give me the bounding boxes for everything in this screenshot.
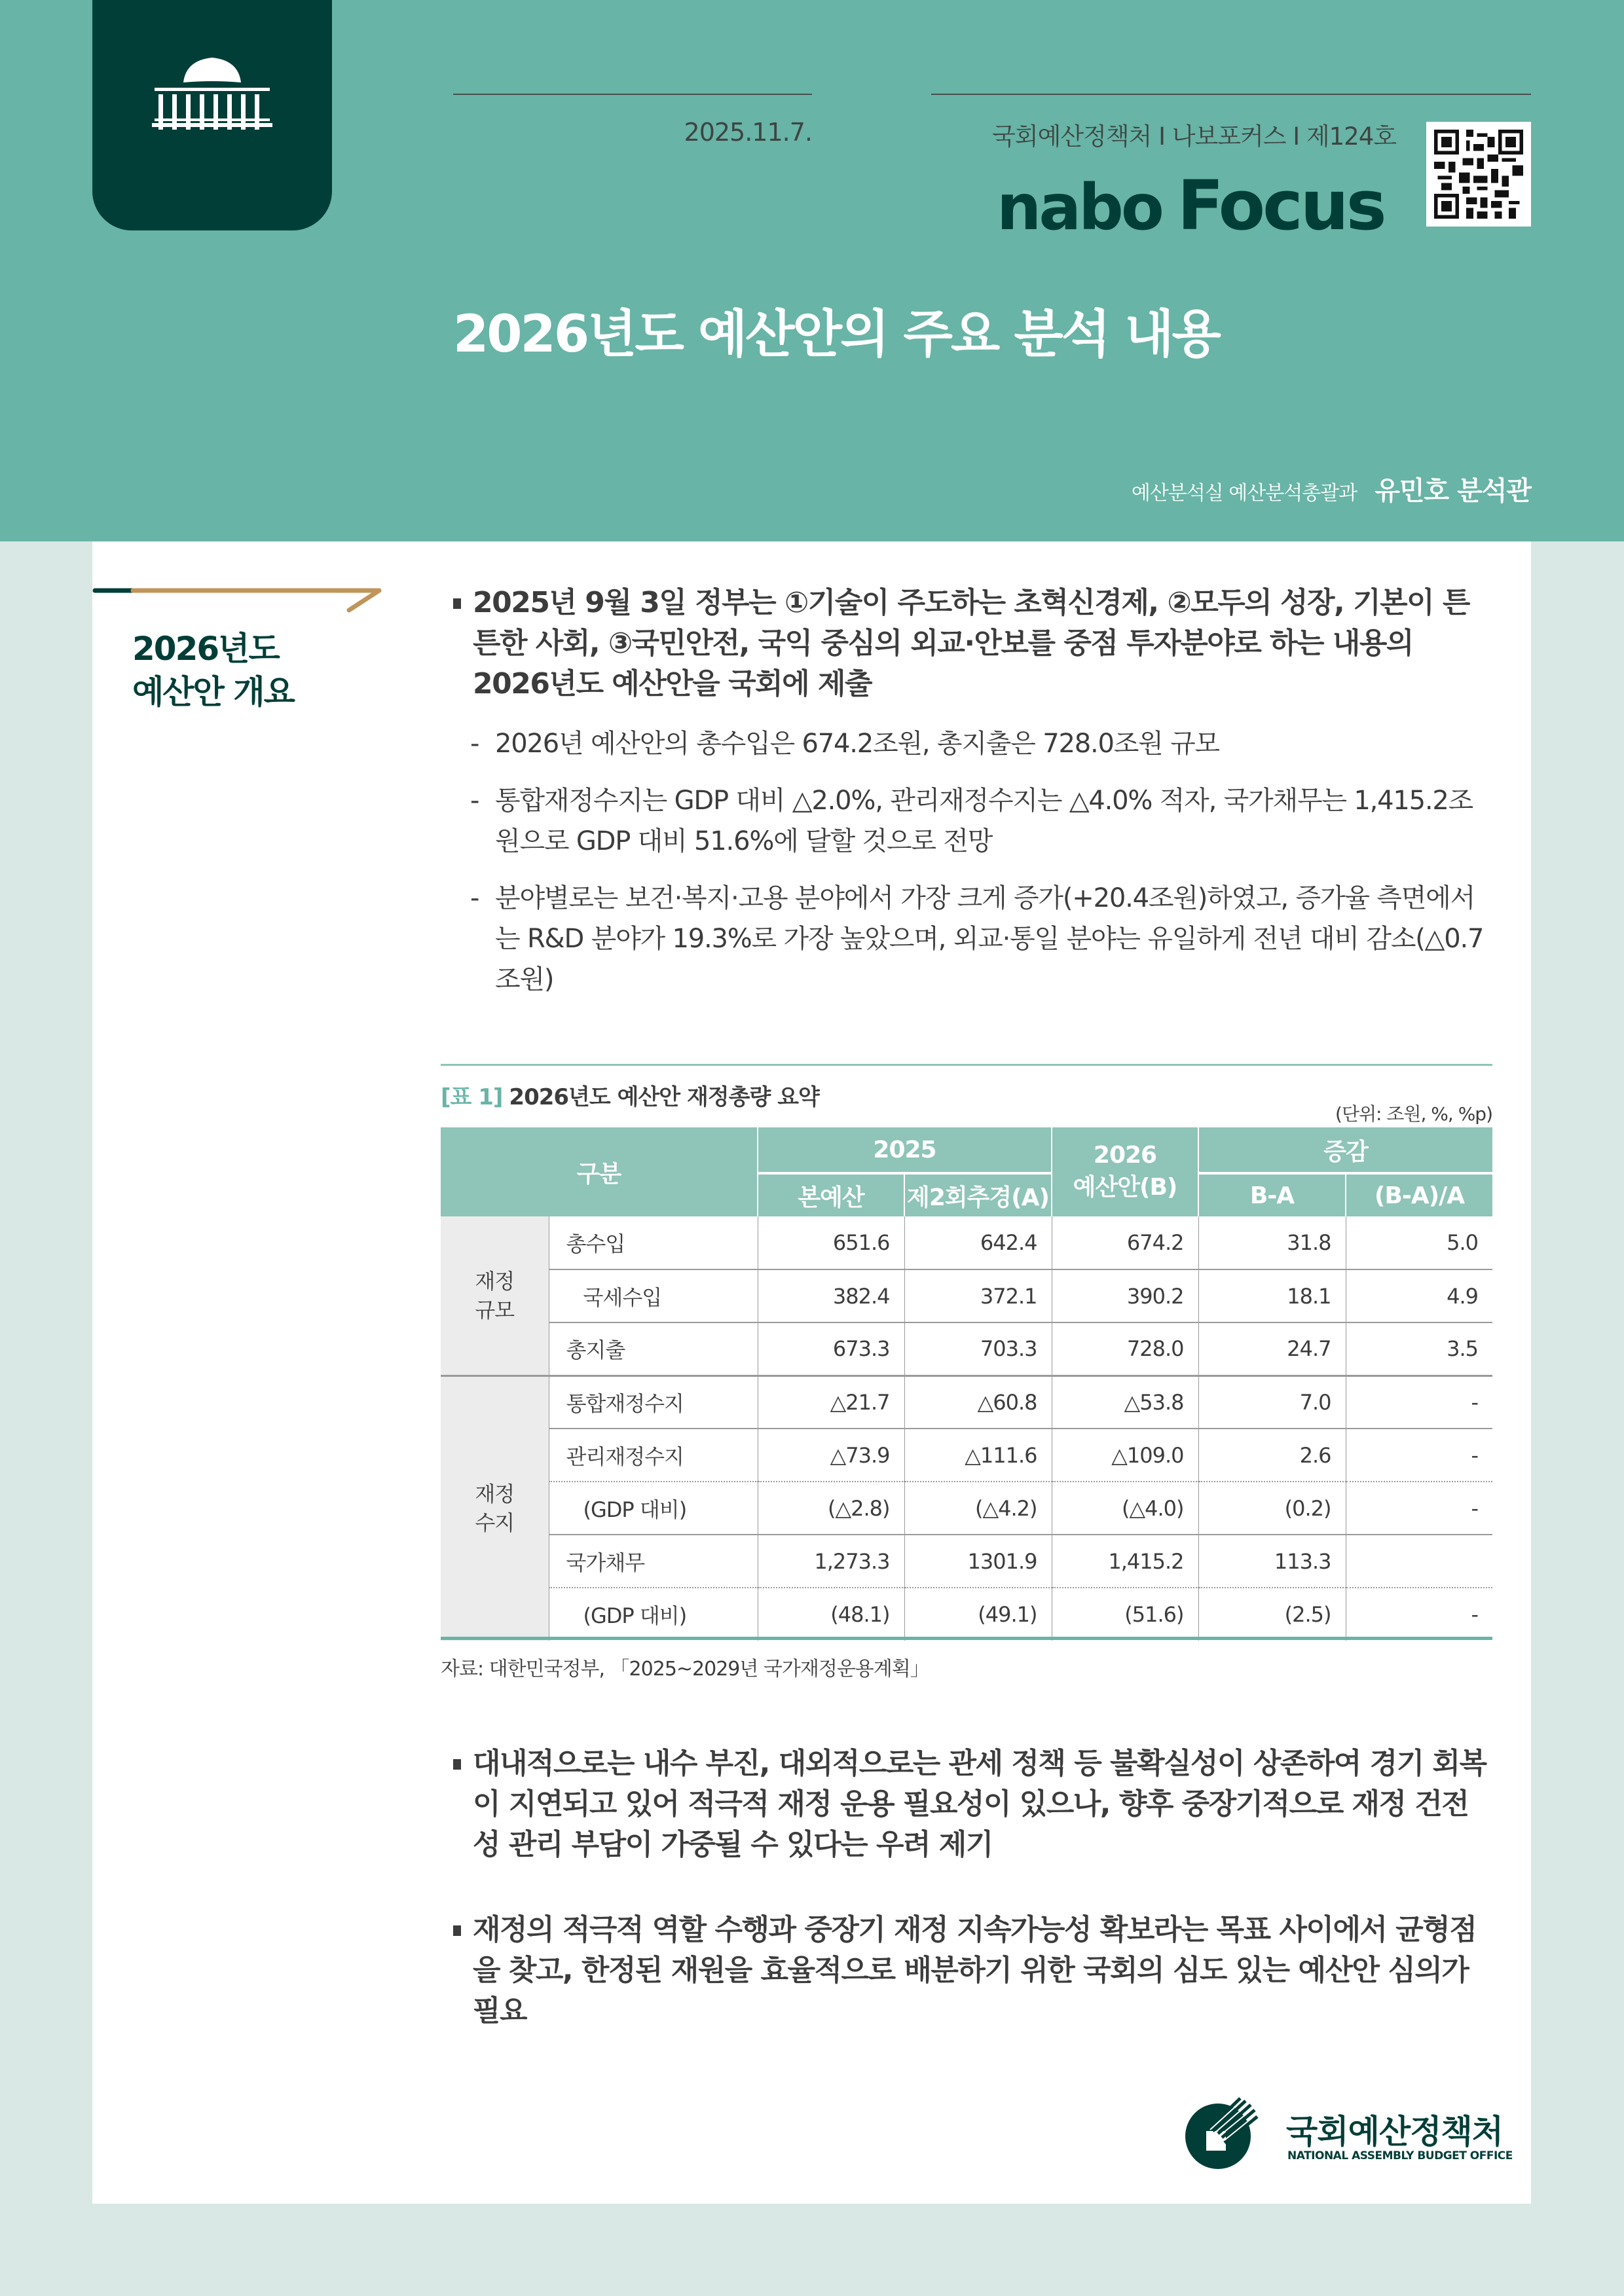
cell: (△4.0) bbox=[1052, 1482, 1198, 1535]
group-label-line1: 재정 bbox=[475, 1268, 515, 1294]
cell: △60.8 bbox=[904, 1376, 1052, 1429]
cell: 651.6 bbox=[758, 1216, 904, 1269]
cell: 31.8 bbox=[1198, 1216, 1346, 1269]
publication-date: 2025.11.7. bbox=[684, 118, 812, 147]
group-label-line2: 규모 bbox=[475, 1297, 515, 1322]
page-title: 2026년도 예산안의 주요 분석 내용 bbox=[453, 305, 1219, 364]
national-assembly-building-icon bbox=[149, 52, 275, 130]
section-title bbox=[132, 627, 294, 714]
row-label: (GDP 대비) bbox=[549, 1588, 758, 1641]
row-label: (GDP 대비) bbox=[549, 1482, 758, 1535]
section-arrow-decoration bbox=[92, 584, 384, 613]
table-row bbox=[441, 1535, 1492, 1588]
group-fiscal-scale bbox=[441, 1216, 549, 1376]
cell: (51.6) bbox=[1052, 1588, 1198, 1641]
cell: 113.3 bbox=[1198, 1535, 1346, 1588]
logo-focus-text: Focus bbox=[1177, 166, 1384, 246]
cell: (49.1) bbox=[904, 1588, 1052, 1641]
table-tag: [표 1] bbox=[441, 1084, 503, 1110]
row-label: 총수입 bbox=[549, 1216, 758, 1269]
assembly-emblem-tab bbox=[92, 0, 332, 230]
author-department: 예산분석실 예산분석총괄과 bbox=[1131, 482, 1357, 505]
table-source: 자료: 대한민국정부, 「2025~2029년 국가재정운용계획」 bbox=[441, 1658, 929, 1681]
bullet-1-sub-3: - 분야별로는 보건·복지·고용 분야에서 가장 크게 증가(+20.4조원)하였고, 증가율 측면에서는 R&D 분야가 19.3%로 가장 높았으며, 외교·통일 분야는 유일하게 전년 대비 감소(△0.7조원) bbox=[470, 878, 1494, 1000]
cell: - bbox=[1346, 1588, 1492, 1641]
cell: 5.0 bbox=[1447, 1230, 1479, 1255]
qr-code-icon bbox=[1434, 130, 1523, 219]
section-title-line2: 예산안 개요 bbox=[132, 673, 294, 711]
table-bottom-rule bbox=[441, 1637, 1492, 1640]
fiscal-summary-table bbox=[441, 1127, 1492, 1641]
cell: (0.2) bbox=[1198, 1482, 1346, 1535]
section-title-line1: 2026년도 bbox=[132, 630, 279, 668]
header-rule-left bbox=[453, 94, 812, 95]
header-2025-supp: 제2회추경(A) bbox=[904, 1173, 1052, 1216]
row-label: 국가채무 bbox=[549, 1535, 758, 1588]
header-rule-right bbox=[931, 94, 1531, 95]
org-name-english: NATIONAL ASSEMBLY BUDGET OFFICE bbox=[1287, 2149, 1513, 2162]
cell: △53.8 bbox=[1052, 1376, 1198, 1429]
header-category: 구분 bbox=[441, 1127, 758, 1216]
table-row bbox=[441, 1376, 1492, 1429]
nabo-focus-logo bbox=[997, 166, 1384, 246]
row-label: 총지출 bbox=[549, 1322, 758, 1376]
cell: 703.3 bbox=[904, 1322, 1052, 1376]
logo-nabo-text: nabo bbox=[997, 171, 1162, 244]
author-name: 유민호 분석관 bbox=[1375, 476, 1531, 506]
cell: 1,415.2 bbox=[1052, 1535, 1198, 1588]
cell: - bbox=[1346, 1429, 1492, 1482]
table-row bbox=[441, 1588, 1492, 1641]
cell: (2.5) bbox=[1198, 1588, 1346, 1641]
header-2026-year: 2026 bbox=[1093, 1142, 1157, 1169]
cell: 382.4 bbox=[758, 1269, 904, 1322]
series-label: 국회예산정책처 I 나보포커스 I 제124호 bbox=[992, 122, 1396, 151]
cell bbox=[1346, 1535, 1492, 1588]
cell: 673.3 bbox=[758, 1322, 904, 1376]
org-name: 국회예산정책처 bbox=[1286, 2113, 1504, 2151]
cell: 728.0 bbox=[1052, 1322, 1198, 1376]
table-row bbox=[441, 1322, 1492, 1376]
cell: - bbox=[1346, 1376, 1492, 1429]
bullet-2: 대내적으로는 내수 부진, 대외적으로는 관세 정책 등 불확실성이 상존하여 경기 회복이 지연되고 있어 적극적 재정 운용 필요성이 있으나, 향후 중장기적으로 재정 건전성 관리 부담이 가중될 수 있다는 우려 제기 bbox=[453, 1743, 1494, 1865]
row-label: 국세수입 bbox=[549, 1269, 758, 1322]
cell: 24.7 bbox=[1198, 1322, 1346, 1376]
table-row bbox=[441, 1482, 1492, 1535]
header-banner bbox=[0, 0, 1624, 541]
row-label: 관리재정수지 bbox=[549, 1429, 758, 1482]
bullet-1-sub-2: - 통합재정수지는 GDP 대비 △2.0%, 관리재정수지는 △4.0% 적자, 국가채무는 1,415.2조원으로 GDP 대비 51.6%에 달할 것으로 전망 bbox=[470, 780, 1494, 862]
cell: 1301.9 bbox=[904, 1535, 1052, 1588]
qr-code[interactable] bbox=[1426, 122, 1531, 227]
cell: 642.4 bbox=[904, 1216, 1052, 1269]
cell: - bbox=[1346, 1482, 1492, 1535]
header-2026 bbox=[1052, 1127, 1198, 1216]
cell: 7.0 bbox=[1198, 1376, 1346, 1429]
cell: △73.9 bbox=[758, 1429, 904, 1482]
group-fiscal-balance bbox=[441, 1376, 549, 1641]
bullet-3: 재정의 적극적 역할 수행과 중장기 재정 지속가능성 확보라는 목표 사이에서 균형점을 찾고, 한정된 재원을 효율적으로 배분하기 위한 국회의 심도 있는 예산안 심의가 필요 bbox=[453, 1910, 1494, 2032]
cell: △111.6 bbox=[904, 1429, 1052, 1482]
header-change-rate: (B-A)/A bbox=[1346, 1173, 1492, 1216]
header-change-abs: B-A bbox=[1198, 1173, 1346, 1216]
table-row bbox=[441, 1269, 1492, 1322]
cell: 18.1 bbox=[1198, 1269, 1346, 1322]
header-2025-base: 본예산 bbox=[758, 1173, 904, 1216]
cell: (△2.8) bbox=[758, 1482, 904, 1535]
cell: 390.2 bbox=[1052, 1269, 1198, 1322]
table-top-rule bbox=[441, 1064, 1492, 1066]
cell: 674.2 bbox=[1052, 1216, 1198, 1269]
bullet-1: 2025년 9월 3일 정부는 ①기술이 주도하는 초혁신경제, ②모두의 성장, 기본이 튼튼한 사회, ③국민안전, 국익 중심의 외교·안보를 중점 투자분야로 하는 내용의 2026년도 예산안을 국회에 제출 bbox=[453, 583, 1494, 704]
group-label-line2: 수지 bbox=[475, 1510, 515, 1536]
cell: 3.5 bbox=[1346, 1322, 1492, 1376]
cell: 2.6 bbox=[1198, 1429, 1346, 1482]
group-label-line1: 재정 bbox=[475, 1482, 515, 1507]
row-label: 통합재정수지 bbox=[549, 1376, 758, 1429]
nabo-emblem-icon bbox=[1184, 2097, 1261, 2170]
table-row bbox=[441, 1216, 1492, 1269]
cell: (△4.2) bbox=[904, 1482, 1052, 1535]
table-unit: (단위: 조원, %, %p) bbox=[1335, 1103, 1492, 1125]
author-line bbox=[1132, 470, 1531, 507]
header-change: 증감 bbox=[1198, 1127, 1492, 1173]
table-caption bbox=[441, 1079, 819, 1111]
table-row bbox=[441, 1429, 1492, 1482]
cell: 4.9 bbox=[1346, 1269, 1492, 1322]
header-2025: 2025 bbox=[758, 1127, 1052, 1173]
cell: (48.1) bbox=[758, 1588, 904, 1641]
cell: 372.1 bbox=[904, 1269, 1052, 1322]
bullet-1-sub-1: - 2026년 예산안의 총수입은 674.2조원, 총지출은 728.0조원 규모 bbox=[470, 723, 1494, 764]
cell: 1,273.3 bbox=[758, 1535, 904, 1588]
table-title: 2026년도 예산안 재정총량 요약 bbox=[509, 1084, 819, 1110]
cell: △109.0 bbox=[1052, 1429, 1198, 1482]
header-2026-label: 예산안(B) bbox=[1073, 1174, 1177, 1201]
cell: △21.7 bbox=[758, 1376, 904, 1429]
